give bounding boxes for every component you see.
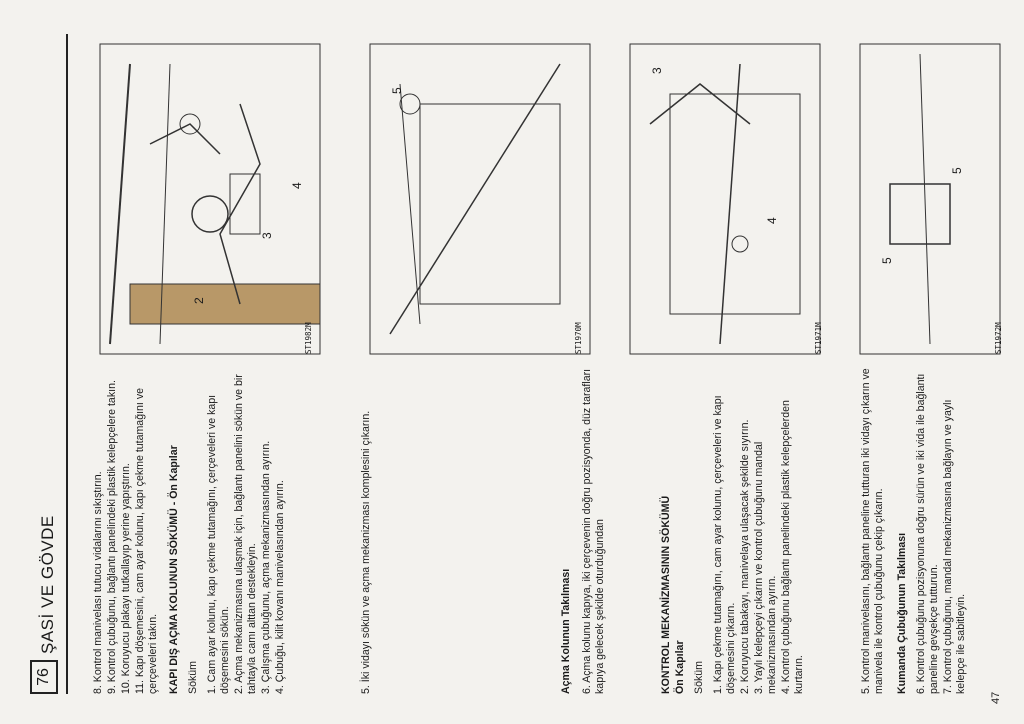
text-column-1	[660, 364, 807, 694]
text-column-2	[860, 364, 969, 694]
step-item: 9. Kontrol çubuğunu, bağlantı panelindeki plastik kelepçelere takın.	[106, 380, 118, 694]
section-heading: KONTROL MEKANİZMASININ SÖKÜMÜ	[660, 495, 672, 694]
step-item: 2. Koruyucu tabakayı, manivelaya ulaşacak şekilde sıyırın.	[739, 419, 751, 694]
callout-label: 2	[192, 297, 206, 304]
step-item: 5. Kontrol manivelasını, bağlantı paneline tutturan iki vidayı çıkarın ve manivela ile kontrol çubuğunu çekip çıkarın.	[860, 368, 885, 694]
text-column-4	[360, 364, 374, 694]
section-heading: Açma Kolunun Takılması	[560, 568, 572, 694]
figure-code: ST1972M	[994, 322, 1003, 354]
text-column-3	[92, 364, 288, 694]
step-item: 3. Yaylı kelepçeyi çıkarın ve kontrol çubuğunu mandal mekanizmasından ayırın.	[753, 441, 778, 694]
header-rule	[66, 34, 68, 694]
step-item: 6. Açma kolunu kapıya, iki çerçevenin doğru pozisyonda, düz tarafları kapıya gelecek şekilde oturduğundan	[581, 368, 606, 694]
figure-code: ST1970M	[574, 322, 583, 354]
step-item: 4. Çubuğu, kilit kovanı manivelasından ayırın.	[274, 480, 286, 694]
subsection-heading: Söküm	[187, 661, 199, 694]
step-item: 2. Açma mekanizmasına ulaşmak için, bağlantı panelini sökün ve bir tahtayla camı alttan destekleyin.	[233, 374, 258, 694]
section-heading: KAPI DIŞ AÇMA KOLUNUN SÖKÜMÜ - Ön Kapılar	[168, 445, 180, 694]
callout-label: 4	[290, 182, 304, 189]
step-item: 7. Kontrol çubuğunu, mandal mekanizmasına bağlayın ve yaylı kelepçe ile sabitleyin.	[942, 399, 967, 694]
figure-st1972m	[850, 34, 1010, 364]
step-item: 1. Kapı çekme tutamağını, cam ayar kolunu, çerçeveleri ve kapı döşemesini çıkarın.	[712, 395, 737, 694]
text-column-4b	[560, 364, 608, 694]
callout-label: 4	[765, 217, 779, 224]
figure-st1971m	[620, 34, 830, 364]
page-header	[30, 34, 70, 694]
figure-st1982m	[90, 34, 330, 364]
step-item: 1. Cam ayar kolunu, kapı çekme tutamağını, çerçeveleri ve kapı döşemesini sökün.	[206, 394, 231, 694]
callout-label: 5	[880, 257, 894, 264]
step-item: 10. Koruyucu plakayı tutkallayıp yerine yapıştırın.	[120, 463, 132, 694]
step-item: 5. İki vidayı sökün ve açma mekanizması komplesini çıkarın.	[360, 410, 372, 694]
callout-label: 5	[390, 87, 404, 94]
subsection-heading: Söküm	[693, 661, 705, 694]
callout-label: 5	[950, 167, 964, 174]
step-item: 8. Kontrol manivelası tutucu vidalarını sıkıştırın.	[92, 471, 104, 694]
step-item: 4. Kontrol çubuğunu bağlantı panelindeki plastik kelepçelerden kurtarın.	[780, 400, 805, 694]
figure-code: ST1971M	[814, 322, 823, 354]
figure-code: ST1982M	[304, 322, 313, 354]
step-item: 6. Kontrol çubuğunu pozisyonuna doğru sürün ve iki vida ile bağlantı paneline gevşekçe tutturun.	[915, 373, 940, 694]
step-item: 3. Çalışma çubuğunu, açma mekanizmasından ayırın.	[260, 440, 272, 694]
section-subheading: Ön Kapılar	[674, 640, 686, 694]
step-item: 11. Kapı döşemesini, cam ayar kolunu, kapı çekme tutamağını ve çerçeveleri takın.	[134, 387, 159, 694]
callout-label: 3	[260, 232, 274, 239]
door-latch-illustration	[90, 34, 330, 364]
figure-st1970m	[360, 34, 600, 364]
callout-label: 3	[650, 67, 664, 74]
page-number: 47	[990, 691, 1002, 704]
page-section-title: ŞASİ VE GÖVDE	[38, 515, 57, 654]
page-section-number: 76	[30, 660, 58, 694]
section-heading: Kumanda Çubuğunun Takılması	[896, 532, 908, 694]
